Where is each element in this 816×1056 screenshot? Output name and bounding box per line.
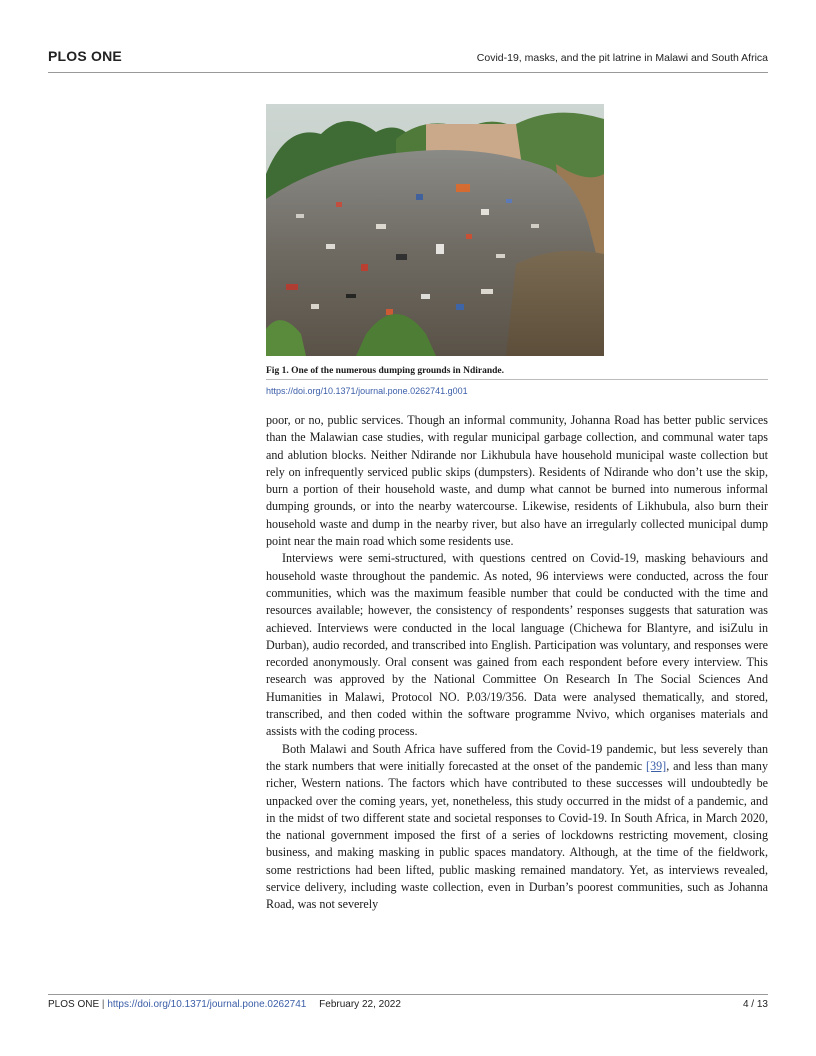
header-divider: [48, 72, 768, 73]
paragraph-1: poor, or no, public services. Though an informal community, Johanna Road has better public services than the Malawian case studies, with regular municipal garbage collection, and communal water taps and ablution blocks. Neither Ndirande nor Likhubula have household municipal waste collection but rely on infrequently serviced public skips (dumpsters). Residents of Ndirande who don’t use the skip, burn a portion of their household waste, and dump what cannot be burned into numerous informal dumping grounds, or into the nearby watercourse. Likewise, residents of Likhubula, also burn their household waste and dump in the nearby river, but also have an irregularly collected municipal dump point near the main road which some residents use.: [266, 413, 768, 549]
footer-separator: |: [101, 999, 105, 1010]
footer: [48, 999, 401, 1010]
footer-divider: [48, 994, 768, 995]
footer-journal: PLOS ONE: [48, 999, 100, 1010]
page-number: 4 / 13: [742, 999, 768, 1010]
figure-doi-link[interactable]: https://doi.org/10.1371/journal.pone.0262741.g001: [266, 386, 468, 396]
publication-date: February 22, 2022: [319, 999, 401, 1010]
citation-link[interactable]: [39]: [646, 758, 667, 773]
paragraph-3-text-a: Both Malawi and South Africa have suffered from the Covid-19 pandemic, but less severely than the stark numbers that were initially forecasted at the onset of the pandemic: [266, 741, 768, 773]
running-title: Covid-19, masks, and the pit latrine in Malawi and South Africa: [476, 52, 768, 64]
article-body: [266, 412, 768, 914]
figure-caption: Fig 1. One of the numerous dumping grounds in Ndirande.: [266, 366, 504, 376]
paragraph-2: Interviews were semi-structured, with questions centred on Covid-19, masking behaviours and household waste throughout the pandemic. As noted, 96 interviews were conducted, across the four communities, which was the maximum feasible number that could be conducted with the time and resources available; however, the consistency of respondents’ responses suggests that saturation was achieved. Interviews were conducted in the local language (Chichewa for Blantyre, and isiZulu in Durban), audio recorded, and transcribed into English. Participation was voluntary, and responses were recorded anonymously. Oral consent was gained from each respondent before every interview. This research was approved by the National Committee On Research In The Social Sciences And Humanities in Malawi, Protocol NO. P.03/19/356. Data were analysed thematically, and stored, transcribed, and then coded within the software programme Nvivo, which organises materials and assists with the coding process.: [266, 551, 768, 739]
figure-photo-dumping-ground: [266, 104, 604, 356]
journal-name: PLOS ONE: [48, 48, 122, 64]
dumping-ground-photo: [266, 104, 604, 356]
paragraph-3-text-b: , and less than many richer, Western nations. The factors which have contributed to these successes will undoubtedly be unpacked over the coming years, yet, nonetheless, this study occurred in the midst of a pandemic, and in the midst of two different state and societal responses to Covid-19. In South Africa, in March 2020, the national government imposed the first of a series of lockdowns restricting movement, closing business, and making masking in public spaces mandatory. Although, at the time of the fieldwork, some restrictions had been lifted, public masking remained mandatory. Yet, as interviews revealed, service delivery, including waste collection, even in Durban’s poorest communities, such as Johanna Road, was not severely: [266, 758, 768, 912]
paragraph-3: [266, 741, 768, 914]
caption-divider: [266, 379, 768, 380]
footer-doi-link[interactable]: https://doi.org/10.1371/journal.pone.0262741: [107, 999, 307, 1010]
